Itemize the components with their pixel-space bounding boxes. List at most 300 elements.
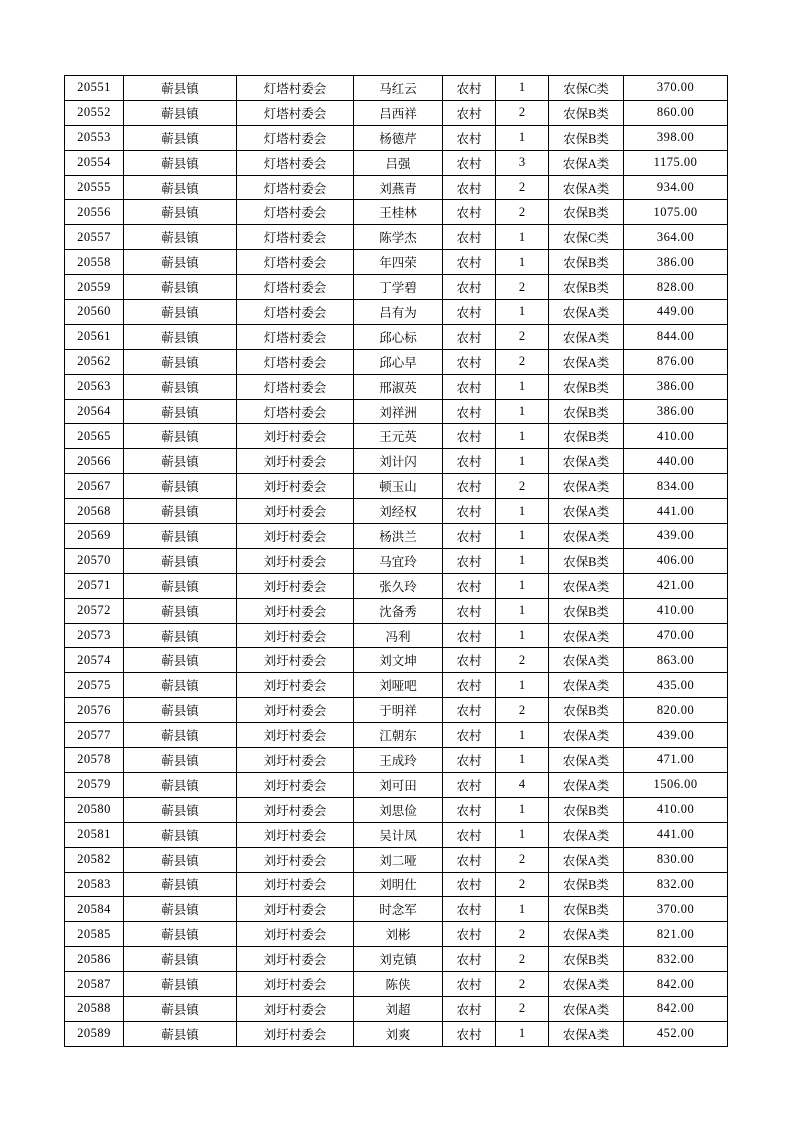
- cell-village: 刘圩村委会: [237, 424, 354, 449]
- cell-village: 刘圩村委会: [237, 474, 354, 499]
- cell-persons: 2: [496, 947, 549, 972]
- cell-residence: 农村: [443, 996, 496, 1021]
- cell-residence: 农村: [443, 673, 496, 698]
- table-row: [65, 100, 728, 125]
- table-row: [65, 200, 728, 225]
- cell-village: 灯塔村委会: [237, 175, 354, 200]
- table-row: [65, 922, 728, 947]
- cell-persons: 2: [496, 872, 549, 897]
- table-row: [65, 175, 728, 200]
- table-row: [65, 125, 728, 150]
- table-row: [65, 822, 728, 847]
- cell-residence: 农村: [443, 648, 496, 673]
- cell-serial: 20551: [65, 76, 124, 101]
- cell-residence: 农村: [443, 474, 496, 499]
- cell-persons: 1: [496, 499, 549, 524]
- cell-serial: 20574: [65, 648, 124, 673]
- table-row: [65, 847, 728, 872]
- cell-amount: 386.00: [624, 399, 728, 424]
- cell-persons: 1: [496, 250, 549, 275]
- cell-name: 王桂林: [354, 200, 443, 225]
- cell-village: 刘圩村委会: [237, 872, 354, 897]
- cell-village: 刘圩村委会: [237, 499, 354, 524]
- table-row: [65, 623, 728, 648]
- table-row: [65, 598, 728, 623]
- cell-amount: 832.00: [624, 947, 728, 972]
- cell-serial: 20566: [65, 449, 124, 474]
- cell-persons: 4: [496, 772, 549, 797]
- cell-name: 邱心早: [354, 349, 443, 374]
- cell-serial: 20575: [65, 673, 124, 698]
- cell-category: 农保B类: [549, 424, 624, 449]
- cell-amount: 1175.00: [624, 150, 728, 175]
- cell-town: 蕲县镇: [124, 76, 237, 101]
- cell-category: 农保A类: [549, 524, 624, 549]
- cell-village: 刘圩村委会: [237, 947, 354, 972]
- cell-amount: 421.00: [624, 573, 728, 598]
- cell-amount: 441.00: [624, 822, 728, 847]
- cell-category: 农保C类: [549, 225, 624, 250]
- cell-name: 冯利: [354, 623, 443, 648]
- cell-persons: 2: [496, 996, 549, 1021]
- cell-amount: 844.00: [624, 324, 728, 349]
- cell-town: 蕲县镇: [124, 150, 237, 175]
- cell-serial: 20578: [65, 748, 124, 773]
- cell-amount: 842.00: [624, 996, 728, 1021]
- cell-residence: 农村: [443, 548, 496, 573]
- cell-residence: 农村: [443, 822, 496, 847]
- cell-town: 蕲县镇: [124, 374, 237, 399]
- table-row: [65, 499, 728, 524]
- cell-category: 农保B类: [549, 125, 624, 150]
- cell-serial: 20554: [65, 150, 124, 175]
- cell-persons: 2: [496, 200, 549, 225]
- cell-amount: 441.00: [624, 499, 728, 524]
- cell-amount: 1506.00: [624, 772, 728, 797]
- cell-category: 农保A类: [549, 847, 624, 872]
- cell-amount: 364.00: [624, 225, 728, 250]
- cell-town: 蕲县镇: [124, 300, 237, 325]
- cell-persons: 1: [496, 897, 549, 922]
- cell-village: 灯塔村委会: [237, 200, 354, 225]
- cell-category: 农保B类: [549, 598, 624, 623]
- cell-category: 农保A类: [549, 748, 624, 773]
- cell-town: 蕲县镇: [124, 996, 237, 1021]
- table-row: [65, 897, 728, 922]
- cell-persons: 2: [496, 648, 549, 673]
- cell-town: 蕲县镇: [124, 598, 237, 623]
- cell-village: 灯塔村委会: [237, 150, 354, 175]
- cell-amount: 821.00: [624, 922, 728, 947]
- cell-village: 灯塔村委会: [237, 250, 354, 275]
- table-row: [65, 947, 728, 972]
- cell-persons: 2: [496, 922, 549, 947]
- cell-name: 顿玉山: [354, 474, 443, 499]
- cell-village: 刘圩村委会: [237, 598, 354, 623]
- cell-category: 农保B类: [549, 548, 624, 573]
- cell-amount: 410.00: [624, 598, 728, 623]
- cell-town: 蕲县镇: [124, 548, 237, 573]
- table-row: [65, 424, 728, 449]
- cell-village: 刘圩村委会: [237, 573, 354, 598]
- cell-amount: 410.00: [624, 797, 728, 822]
- cell-town: 蕲县镇: [124, 748, 237, 773]
- cell-name: 王成玲: [354, 748, 443, 773]
- cell-name: 马宜玲: [354, 548, 443, 573]
- cell-persons: 1: [496, 399, 549, 424]
- cell-category: 农保A类: [549, 723, 624, 748]
- cell-town: 蕲县镇: [124, 424, 237, 449]
- cell-village: 刘圩村委会: [237, 524, 354, 549]
- cell-residence: 农村: [443, 772, 496, 797]
- cell-serial: 20576: [65, 698, 124, 723]
- table-row: [65, 548, 728, 573]
- cell-serial: 20562: [65, 349, 124, 374]
- cell-name: 刘克镇: [354, 947, 443, 972]
- cell-serial: 20560: [65, 300, 124, 325]
- cell-village: 刘圩村委会: [237, 797, 354, 822]
- cell-serial: 20588: [65, 996, 124, 1021]
- cell-town: 蕲县镇: [124, 797, 237, 822]
- cell-persons: 2: [496, 847, 549, 872]
- cell-village: 刘圩村委会: [237, 1021, 354, 1046]
- cell-village: 灯塔村委会: [237, 300, 354, 325]
- cell-town: 蕲县镇: [124, 822, 237, 847]
- cell-amount: 370.00: [624, 76, 728, 101]
- cell-persons: 3: [496, 150, 549, 175]
- cell-residence: 农村: [443, 424, 496, 449]
- table-row: [65, 449, 728, 474]
- cell-residence: 农村: [443, 598, 496, 623]
- cell-name: 陈学杰: [354, 225, 443, 250]
- cell-name: 刘祥洲: [354, 399, 443, 424]
- table-row: [65, 748, 728, 773]
- cell-persons: 2: [496, 349, 549, 374]
- table-row: [65, 698, 728, 723]
- benefits-table-body: [65, 76, 728, 1047]
- cell-persons: 1: [496, 822, 549, 847]
- cell-serial: 20558: [65, 250, 124, 275]
- cell-residence: 农村: [443, 300, 496, 325]
- cell-serial: 20569: [65, 524, 124, 549]
- cell-village: 刘圩村委会: [237, 996, 354, 1021]
- cell-town: 蕲县镇: [124, 225, 237, 250]
- cell-category: 农保A类: [549, 300, 624, 325]
- cell-persons: 2: [496, 275, 549, 300]
- cell-serial: 20561: [65, 324, 124, 349]
- cell-persons: 2: [496, 474, 549, 499]
- cell-name: 邢淑英: [354, 374, 443, 399]
- cell-name: 时念军: [354, 897, 443, 922]
- cell-town: 蕲县镇: [124, 100, 237, 125]
- cell-town: 蕲县镇: [124, 947, 237, 972]
- table-row: [65, 673, 728, 698]
- table-row: [65, 772, 728, 797]
- cell-serial: 20586: [65, 947, 124, 972]
- cell-village: 灯塔村委会: [237, 76, 354, 101]
- cell-name: 刘彬: [354, 922, 443, 947]
- cell-category: 农保A类: [549, 972, 624, 997]
- cell-village: 刘圩村委会: [237, 449, 354, 474]
- cell-name: 吴计凤: [354, 822, 443, 847]
- cell-amount: 406.00: [624, 548, 728, 573]
- cell-serial: 20579: [65, 772, 124, 797]
- cell-village: 灯塔村委会: [237, 374, 354, 399]
- document-page: [64, 75, 701, 1047]
- cell-amount: 440.00: [624, 449, 728, 474]
- cell-category: 农保A类: [549, 349, 624, 374]
- cell-village: 刘圩村委会: [237, 723, 354, 748]
- cell-village: 灯塔村委会: [237, 100, 354, 125]
- cell-village: 灯塔村委会: [237, 125, 354, 150]
- cell-town: 蕲县镇: [124, 872, 237, 897]
- cell-residence: 农村: [443, 349, 496, 374]
- cell-residence: 农村: [443, 125, 496, 150]
- cell-residence: 农村: [443, 100, 496, 125]
- cell-serial: 20567: [65, 474, 124, 499]
- cell-residence: 农村: [443, 175, 496, 200]
- cell-serial: 20563: [65, 374, 124, 399]
- cell-town: 蕲县镇: [124, 972, 237, 997]
- cell-amount: 842.00: [624, 972, 728, 997]
- cell-persons: 2: [496, 175, 549, 200]
- cell-village: 灯塔村委会: [237, 349, 354, 374]
- cell-amount: 449.00: [624, 300, 728, 325]
- cell-serial: 20583: [65, 872, 124, 897]
- cell-category: 农保C类: [549, 76, 624, 101]
- cell-serial: 20552: [65, 100, 124, 125]
- cell-amount: 860.00: [624, 100, 728, 125]
- cell-serial: 20581: [65, 822, 124, 847]
- cell-amount: 934.00: [624, 175, 728, 200]
- cell-name: 吕有为: [354, 300, 443, 325]
- cell-category: 农保A类: [549, 822, 624, 847]
- table-row: [65, 76, 728, 101]
- cell-name: 马红云: [354, 76, 443, 101]
- table-row: [65, 872, 728, 897]
- cell-category: 农保A类: [549, 673, 624, 698]
- cell-serial: 20571: [65, 573, 124, 598]
- cell-residence: 农村: [443, 698, 496, 723]
- table-row: [65, 474, 728, 499]
- cell-name: 刘燕青: [354, 175, 443, 200]
- cell-town: 蕲县镇: [124, 524, 237, 549]
- cell-residence: 农村: [443, 847, 496, 872]
- cell-town: 蕲县镇: [124, 399, 237, 424]
- cell-persons: 1: [496, 1021, 549, 1046]
- cell-village: 刘圩村委会: [237, 897, 354, 922]
- cell-town: 蕲县镇: [124, 623, 237, 648]
- cell-town: 蕲县镇: [124, 499, 237, 524]
- cell-village: 刘圩村委会: [237, 548, 354, 573]
- cell-name: 刘文坤: [354, 648, 443, 673]
- cell-persons: 1: [496, 300, 549, 325]
- cell-amount: 471.00: [624, 748, 728, 773]
- cell-category: 农保A类: [549, 175, 624, 200]
- cell-category: 农保B类: [549, 698, 624, 723]
- cell-town: 蕲县镇: [124, 772, 237, 797]
- cell-town: 蕲县镇: [124, 275, 237, 300]
- cell-residence: 农村: [443, 399, 496, 424]
- cell-village: 刘圩村委会: [237, 822, 354, 847]
- cell-residence: 农村: [443, 150, 496, 175]
- cell-town: 蕲县镇: [124, 723, 237, 748]
- table-row: [65, 648, 728, 673]
- cell-category: 农保B类: [549, 275, 624, 300]
- cell-serial: 20556: [65, 200, 124, 225]
- cell-amount: 386.00: [624, 374, 728, 399]
- cell-name: 邱心标: [354, 324, 443, 349]
- cell-residence: 农村: [443, 623, 496, 648]
- cell-residence: 农村: [443, 797, 496, 822]
- table-row: [65, 150, 728, 175]
- cell-amount: 398.00: [624, 125, 728, 150]
- cell-town: 蕲县镇: [124, 175, 237, 200]
- cell-town: 蕲县镇: [124, 847, 237, 872]
- cell-residence: 农村: [443, 225, 496, 250]
- cell-persons: 2: [496, 100, 549, 125]
- cell-category: 农保A类: [549, 449, 624, 474]
- cell-name: 刘超: [354, 996, 443, 1021]
- cell-category: 农保A类: [549, 648, 624, 673]
- cell-residence: 农村: [443, 324, 496, 349]
- cell-amount: 828.00: [624, 275, 728, 300]
- cell-town: 蕲县镇: [124, 922, 237, 947]
- cell-serial: 20557: [65, 225, 124, 250]
- cell-amount: 830.00: [624, 847, 728, 872]
- cell-persons: 2: [496, 972, 549, 997]
- cell-persons: 1: [496, 548, 549, 573]
- cell-serial: 20582: [65, 847, 124, 872]
- cell-residence: 农村: [443, 374, 496, 399]
- cell-category: 农保A类: [549, 623, 624, 648]
- cell-persons: 1: [496, 225, 549, 250]
- cell-persons: 1: [496, 623, 549, 648]
- cell-town: 蕲县镇: [124, 648, 237, 673]
- cell-amount: 876.00: [624, 349, 728, 374]
- cell-residence: 农村: [443, 499, 496, 524]
- cell-amount: 1075.00: [624, 200, 728, 225]
- cell-category: 农保A类: [549, 573, 624, 598]
- cell-village: 刘圩村委会: [237, 772, 354, 797]
- table-row: [65, 1021, 728, 1046]
- cell-town: 蕲县镇: [124, 349, 237, 374]
- cell-village: 刘圩村委会: [237, 698, 354, 723]
- cell-amount: 439.00: [624, 723, 728, 748]
- benefits-table: [64, 75, 728, 1047]
- table-row: [65, 349, 728, 374]
- cell-village: 刘圩村委会: [237, 648, 354, 673]
- cell-serial: 20565: [65, 424, 124, 449]
- cell-serial: 20570: [65, 548, 124, 573]
- table-row: [65, 225, 728, 250]
- cell-category: 农保B类: [549, 947, 624, 972]
- cell-category: 农保B类: [549, 797, 624, 822]
- cell-persons: 1: [496, 424, 549, 449]
- cell-serial: 20553: [65, 125, 124, 150]
- table-row: [65, 996, 728, 1021]
- cell-serial: 20589: [65, 1021, 124, 1046]
- cell-residence: 农村: [443, 723, 496, 748]
- cell-village: 灯塔村委会: [237, 399, 354, 424]
- cell-village: 灯塔村委会: [237, 225, 354, 250]
- cell-residence: 农村: [443, 972, 496, 997]
- cell-residence: 农村: [443, 76, 496, 101]
- cell-town: 蕲县镇: [124, 698, 237, 723]
- cell-town: 蕲县镇: [124, 573, 237, 598]
- cell-town: 蕲县镇: [124, 250, 237, 275]
- cell-town: 蕲县镇: [124, 673, 237, 698]
- cell-residence: 农村: [443, 1021, 496, 1046]
- cell-serial: 20564: [65, 399, 124, 424]
- cell-residence: 农村: [443, 897, 496, 922]
- cell-village: 刘圩村委会: [237, 623, 354, 648]
- cell-name: 刘计闪: [354, 449, 443, 474]
- cell-persons: 1: [496, 598, 549, 623]
- cell-village: 刘圩村委会: [237, 673, 354, 698]
- cell-serial: 20585: [65, 922, 124, 947]
- cell-amount: 863.00: [624, 648, 728, 673]
- cell-persons: 1: [496, 748, 549, 773]
- cell-persons: 1: [496, 723, 549, 748]
- cell-town: 蕲县镇: [124, 474, 237, 499]
- table-row: [65, 723, 728, 748]
- cell-serial: 20577: [65, 723, 124, 748]
- cell-persons: 2: [496, 324, 549, 349]
- cell-persons: 1: [496, 797, 549, 822]
- cell-name: 江朝东: [354, 723, 443, 748]
- cell-category: 农保A类: [549, 499, 624, 524]
- cell-amount: 470.00: [624, 623, 728, 648]
- cell-name: 刘思俭: [354, 797, 443, 822]
- cell-serial: 20587: [65, 972, 124, 997]
- cell-amount: 410.00: [624, 424, 728, 449]
- cell-amount: 820.00: [624, 698, 728, 723]
- cell-residence: 农村: [443, 250, 496, 275]
- cell-serial: 20555: [65, 175, 124, 200]
- cell-name: 刘二哑: [354, 847, 443, 872]
- table-row: [65, 797, 728, 822]
- cell-name: 陈侠: [354, 972, 443, 997]
- cell-category: 农保B类: [549, 374, 624, 399]
- cell-name: 吕强: [354, 150, 443, 175]
- cell-name: 杨洪兰: [354, 524, 443, 549]
- cell-town: 蕲县镇: [124, 897, 237, 922]
- cell-name: 杨德芹: [354, 125, 443, 150]
- cell-name: 于明祥: [354, 698, 443, 723]
- cell-village: 刘圩村委会: [237, 748, 354, 773]
- cell-persons: 2: [496, 698, 549, 723]
- cell-amount: 370.00: [624, 897, 728, 922]
- cell-name: 刘哑吧: [354, 673, 443, 698]
- cell-village: 灯塔村委会: [237, 324, 354, 349]
- cell-category: 农保A类: [549, 1021, 624, 1046]
- cell-name: 丁学碧: [354, 275, 443, 300]
- table-row: [65, 300, 728, 325]
- cell-residence: 农村: [443, 922, 496, 947]
- cell-name: 沈备秀: [354, 598, 443, 623]
- cell-town: 蕲县镇: [124, 200, 237, 225]
- table-row: [65, 972, 728, 997]
- cell-name: 张久玲: [354, 573, 443, 598]
- cell-category: 农保B类: [549, 250, 624, 275]
- cell-town: 蕲县镇: [124, 324, 237, 349]
- cell-persons: 1: [496, 76, 549, 101]
- cell-amount: 435.00: [624, 673, 728, 698]
- cell-name: 年四荣: [354, 250, 443, 275]
- cell-amount: 834.00: [624, 474, 728, 499]
- table-row: [65, 374, 728, 399]
